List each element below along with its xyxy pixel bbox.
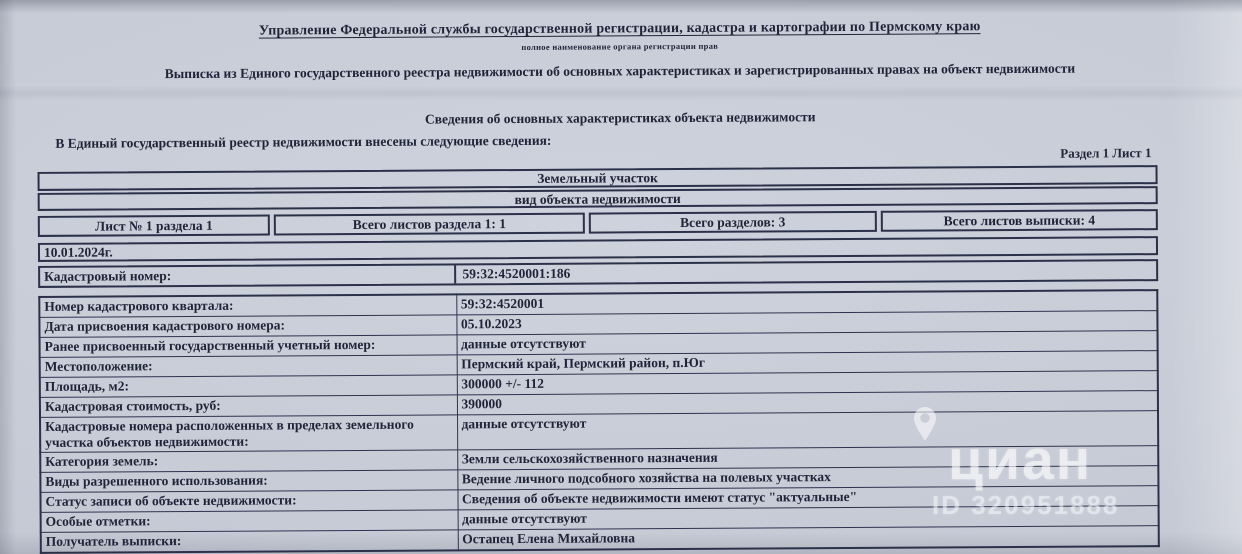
row-label: Получатель выписки: [41,530,458,553]
row-label: Площадь, м2: [40,375,457,398]
row-label: Кадастровая стоимость, руб: [40,395,457,418]
row-value: Остапец Елена Михайловна [458,526,1159,551]
row-label: Особые отметки: [41,510,458,533]
extract-date: 10.01.2024г. [38,236,1158,262]
section-page-label: Раздел 1 Лист 1 [1060,145,1152,161]
row-value: 300000 +/- 112 [457,371,1158,395]
sheet-cell-total-sections: Всего разделов: 3 [589,211,877,234]
row-label: Номер кадастрового квартала: [39,294,456,317]
sheet-info-row [38,209,1158,237]
row-label: Категория земель: [40,450,457,473]
row-value: данные отсутствуют [457,331,1158,355]
authority-caption: полное наименование органа регистрации прав [521,40,719,52]
row-value: 05.10.2023 [456,311,1157,335]
cian-watermark-text: циан [948,428,1093,492]
cadastral-number-label: Кадастровый номер: [40,265,456,286]
row-value: Ведение личного подсобного хозяйства на полевых участках [457,466,1158,490]
row-value: Пермский край, Пермский район, п.Юг [457,351,1158,375]
row-value: данные отсутствуют [458,506,1159,530]
row-label: Виды разрешенного использования: [40,470,457,493]
row-value: 390000 [457,391,1158,415]
sheet-cell-total-section-sheets: Всего листов раздела 1: 1 [274,213,585,236]
document-title: Выписка из Единого государственного реестра недвижимости об основных характеристиках и зарегистрированных правах на объект недвижимости [164,60,1076,82]
row-label: Местоположение: [40,355,457,378]
intro-line: В Единый государственный реестр недвижимости внесены следующие сведения: [55,132,552,151]
data-tables [38,165,1160,554]
cadastral-number-value: 59:32:4520001:186 [462,265,571,282]
details-table [38,289,1160,554]
sheet-cell-list-number: Лист № 1 раздела 1 [38,215,270,237]
cian-watermark-id: ID 320951888 [932,490,1120,520]
object-type-caption: вид объекта недвижимости [38,186,1158,211]
authority-name: Управление Федеральной службы государственной регистрации, кадастра и картографии по Пермскому краю [258,19,981,39]
row-value: Земли сельскохозяйственного назначения [457,446,1158,470]
sheet-cell-total-extract-sheets: Всего листов выписки: 4 [881,209,1158,232]
row-label: Ранее присвоенный государственный учетный номер: [40,335,457,358]
row-label: Статус записи об объекте недвижимости: [40,490,457,513]
row-label: Кадастровые номера расположенных в пределах земельного участка объектов недвижимости: [40,415,457,453]
cadastral-number-row [38,259,1158,288]
section-title: Сведения об основных характеристиках объекта недвижимости [424,109,816,127]
object-type-value: Земельный участок [38,165,1158,191]
row-label: Дата присвоения кадастрового номера: [39,315,456,338]
row-value: 59:32:4520001 [456,290,1157,315]
row-value: данные отсутствуют [457,411,1158,450]
row-value: Сведения об объекте недвижимости имеют статус "актуальные" [457,486,1158,510]
